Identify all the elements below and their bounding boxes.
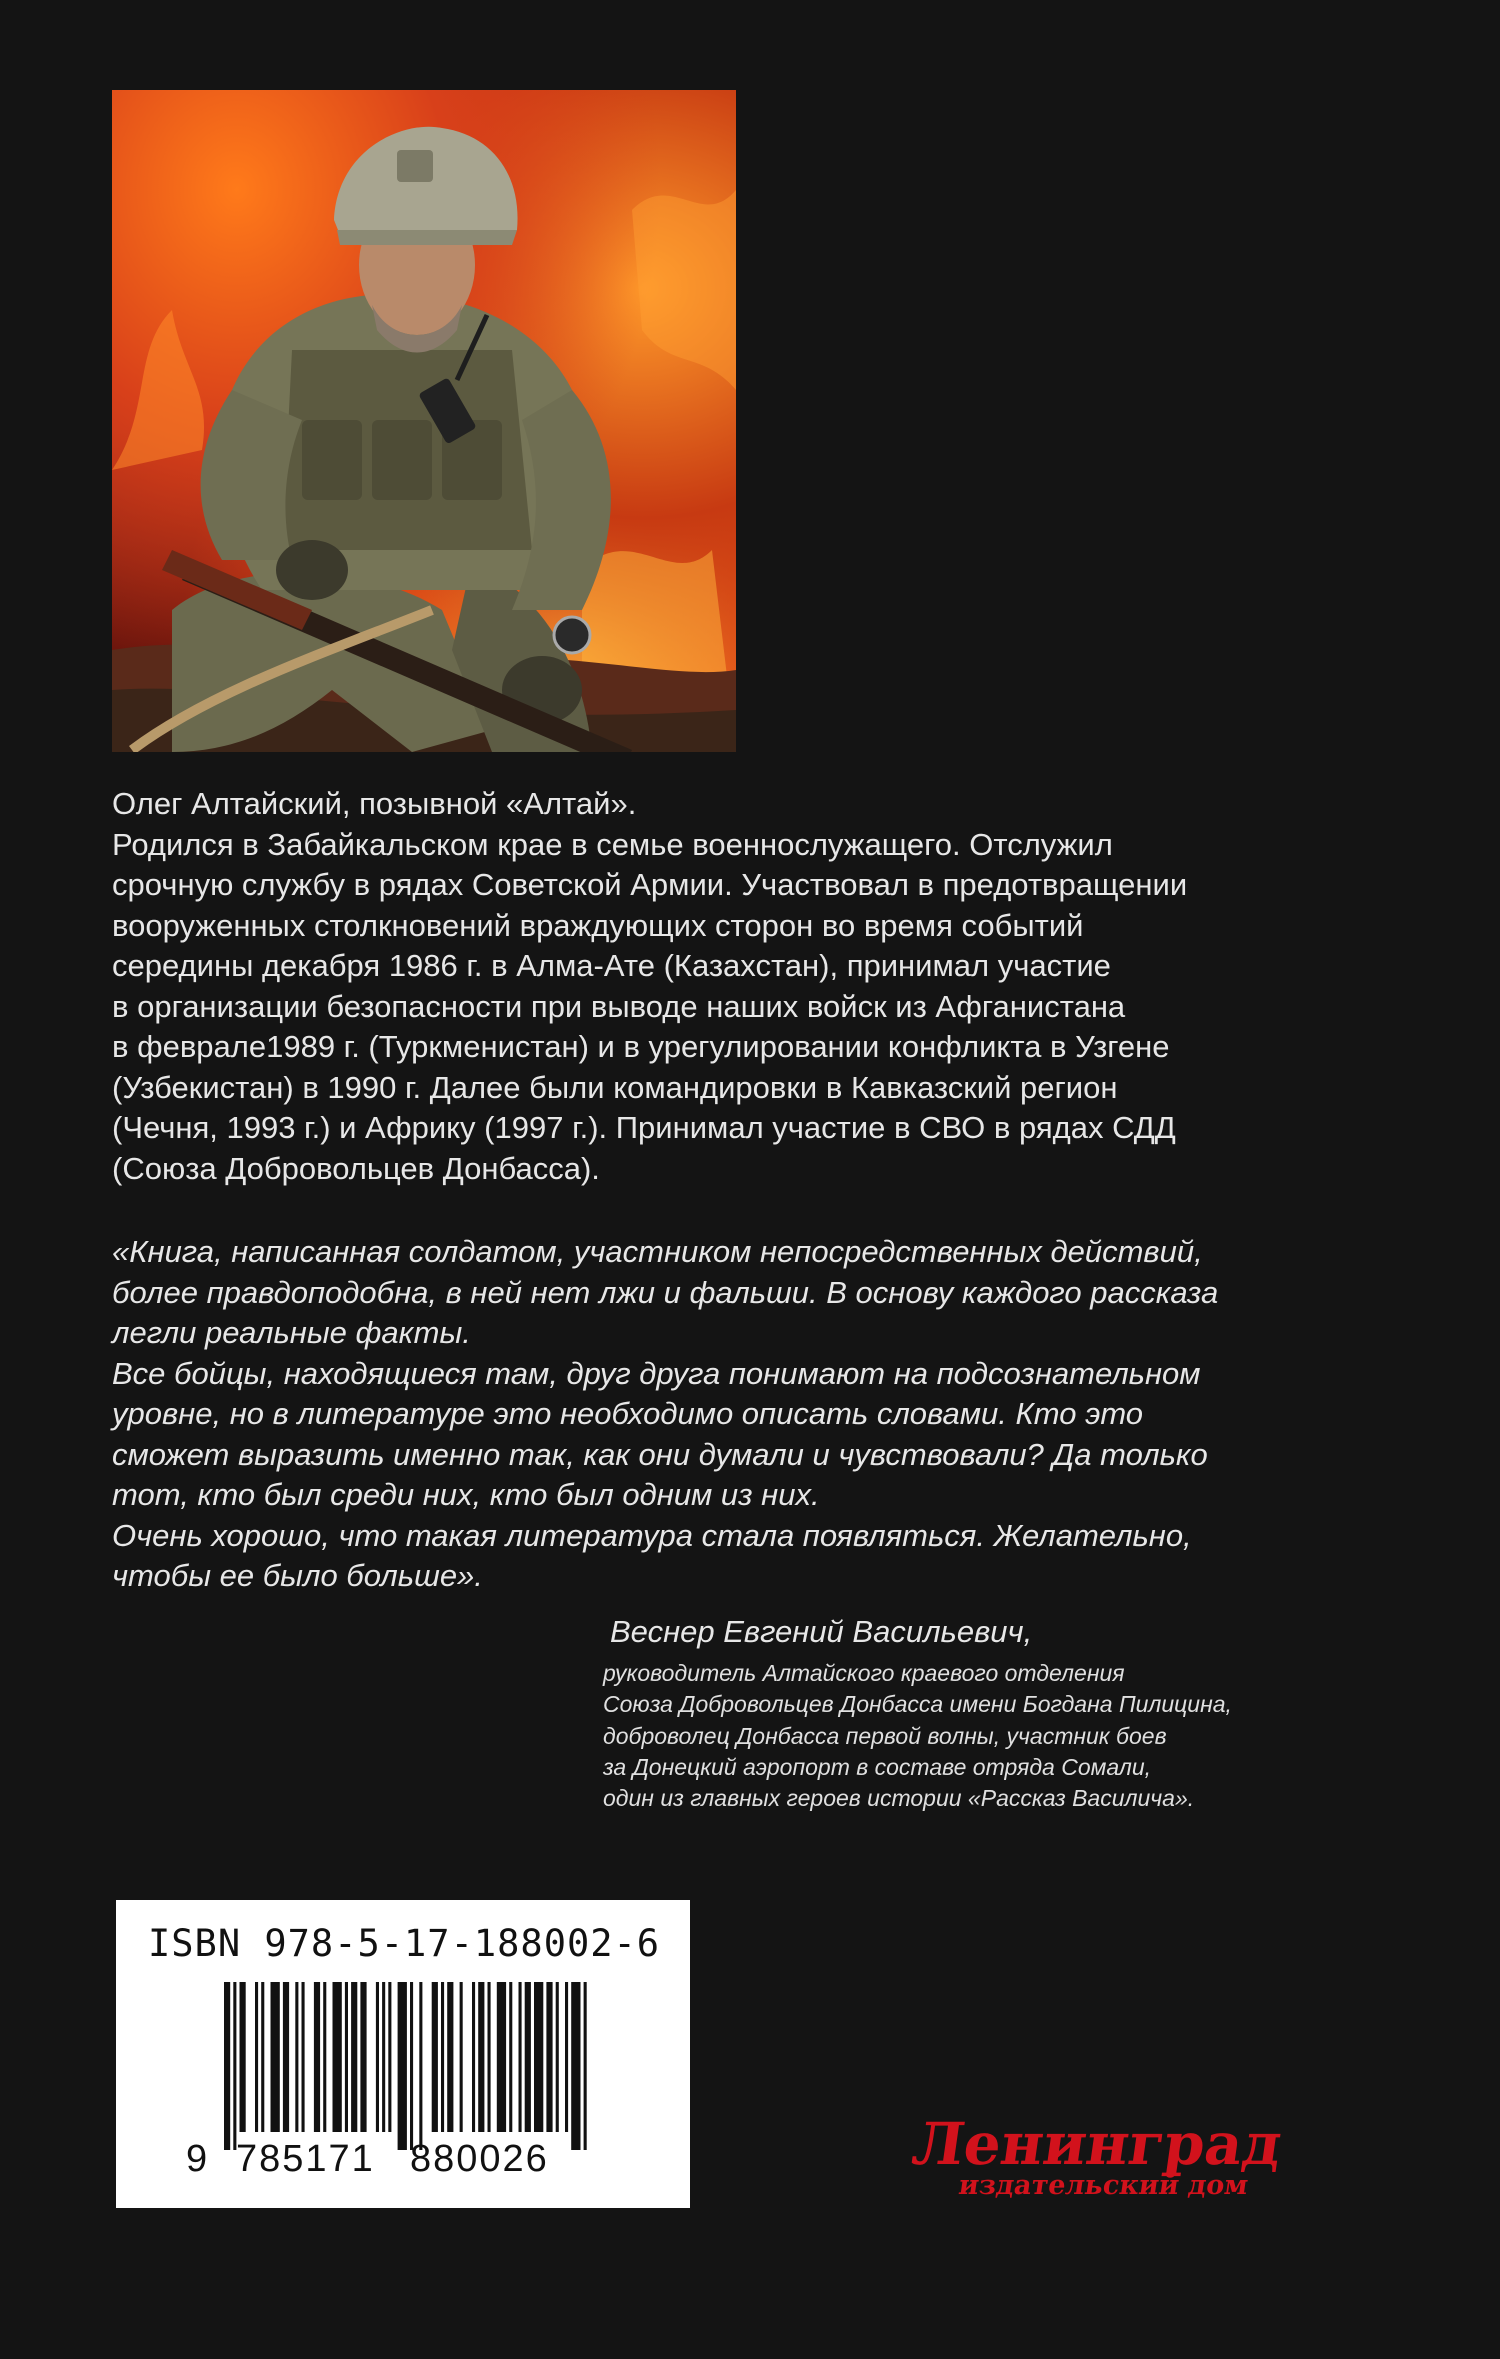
- barcode-bar: [283, 1982, 289, 2132]
- quote-line: тот, кто был среди них, кто был одним из них.: [112, 1477, 820, 1512]
- barcode-bar: [488, 1982, 491, 2132]
- barcode-bar: [295, 1982, 298, 2132]
- quote-line: уровне, но в литературе это необходимо описать словами. Кто это: [112, 1396, 1144, 1431]
- barcode-bar: [509, 1982, 512, 2132]
- barcode-bar: [432, 1982, 438, 2132]
- barcode-bar: [419, 1982, 422, 2150]
- barcode-bar: [240, 1982, 246, 2132]
- barcode-bar: [351, 1982, 357, 2132]
- barcode-bar: [519, 1982, 522, 2132]
- quote-line: сможет выразить именно так, как они думали и чувствовали? Да только: [112, 1436, 1208, 1472]
- publisher-logo: [908, 2110, 1287, 2206]
- barcode-bar: [345, 1982, 348, 2132]
- bio-line: середины декабря 1986 г. в Алма-Ате (Казахстан), принимал участие: [112, 948, 1111, 983]
- barcode-bar: [314, 1982, 320, 2132]
- barcode-bar: [525, 1982, 531, 2132]
- ean-right-digits: 880026: [410, 2138, 549, 2180]
- barcode-bar: [224, 1982, 230, 2150]
- bio-line: срочную службу в рядах Советской Армии. Участвовал в предотвращении: [112, 867, 1188, 902]
- publisher-subtitle: издательский дом: [956, 2170, 1251, 2201]
- barcode-bar: [584, 1982, 587, 2150]
- barcode-bar: [271, 1982, 280, 2132]
- quote-line: более правдоподобна, в ней нет лжи и фальши. В основу каждого рассказа: [112, 1274, 1219, 1310]
- role-line: руководитель Алтайского краевого отделения: [603, 1660, 1125, 1686]
- barcode-bar: [571, 1982, 580, 2150]
- role-line: один из главных героев истории «Рассказ Василича».: [603, 1785, 1195, 1812]
- ean-first-digit: 9: [186, 2138, 208, 2180]
- quote-line: «Книга, написанная солдатом, участником непосредственных действий,: [112, 1234, 1203, 1269]
- barcode-bar: [261, 1982, 264, 2132]
- barcode-bar: [323, 1982, 326, 2132]
- barcode-bar: [388, 1982, 391, 2132]
- barcode-bar: [398, 1982, 407, 2150]
- quote-line: чтобы ее было больше».: [112, 1558, 483, 1593]
- bio-line: (Союза Добровольцев Донбасса).: [112, 1150, 600, 1186]
- barcode-bar: [233, 1982, 236, 2150]
- role-line: доброволец Донбасса первой волны, участник боев: [603, 1722, 1167, 1749]
- publisher-name: Ленинград: [908, 2110, 1287, 2178]
- barcode-bar: [497, 1982, 506, 2132]
- barcode-bar: [565, 1982, 568, 2132]
- bio-line: в феврале1989 г. (Туркменистан) и в урегулировании конфликта в Узгене: [112, 1029, 1170, 1064]
- barcode-bar: [472, 1982, 475, 2132]
- barcode-bar: [556, 1982, 559, 2132]
- bio-line: (Чечня, 1993 г.) и Африку (1997 г.). Принимал участие в СВО в рядах СДД: [112, 1110, 1176, 1145]
- quote-author-name: Веснер Евгений Васильевич,: [610, 1614, 1033, 1649]
- barcode-bar: [333, 1982, 342, 2132]
- quote-line: Очень хорошо, что такая литература стала появляться. Желательно,: [112, 1517, 1192, 1553]
- quote-line: легли реальные факты.: [112, 1315, 471, 1350]
- bio-line: Олег Алтайский, позывной «Алтай».: [112, 786, 637, 821]
- bio-line: вооруженных столкновений враждующих сторон во время событий: [112, 907, 1084, 943]
- barcode-bar: [410, 1982, 413, 2150]
- barcode-bars: [224, 1982, 604, 2150]
- review-quote: [112, 1232, 1352, 1597]
- author-photo: [112, 90, 736, 752]
- quote-line: Все бойцы, находящиеся там, друг друга понимают на подсознательном: [112, 1355, 1201, 1391]
- barcode-bar: [460, 1982, 463, 2132]
- barcode-bar: [534, 1982, 543, 2132]
- role-line: Союза Добровольцев Донбасса имени Богдана Пилицина,: [603, 1691, 1232, 1718]
- barcode-bar: [376, 1982, 379, 2132]
- isbn-label: ISBN 978-5-17-188002-6: [148, 1922, 661, 1965]
- bio-line: (Узбекистан) в 1990 г. Далее были командировки в Кавказский регион: [112, 1069, 1118, 1105]
- barcode-bar: [302, 1982, 305, 2132]
- author-bio: [112, 784, 1352, 1189]
- soldier-figure: [112, 90, 736, 752]
- bio-line: в организации безопасности при выводе наших войск из Афганистана: [112, 988, 1126, 1024]
- barcode-bar: [546, 1982, 552, 2132]
- isbn-barcode: [116, 1900, 690, 2208]
- quote-author-roles: [603, 1658, 1232, 1814]
- barcode-bar: [441, 1982, 444, 2132]
- barcode-bar: [360, 1982, 366, 2132]
- barcode-bar: [255, 1982, 258, 2132]
- barcode-bar: [447, 1982, 453, 2132]
- barcode-bar: [382, 1982, 385, 2132]
- bio-line: Родился в Забайкальском крае в семье военнослужащего. Отслужил: [112, 826, 1113, 862]
- ean-left-digits: 785171: [236, 2138, 375, 2180]
- barcode-bar: [478, 1982, 484, 2132]
- role-line: за Донецкий аэропорт в составе отряда Сомали,: [603, 1753, 1152, 1780]
